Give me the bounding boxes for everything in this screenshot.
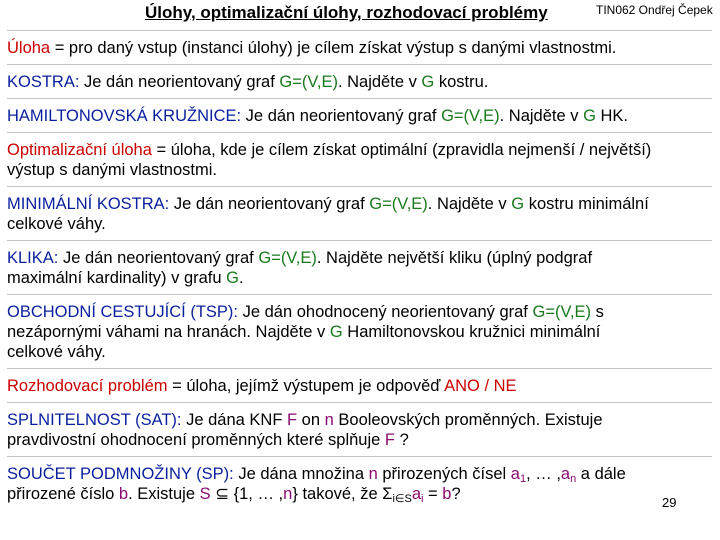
text-segment: Je dán neorientovaný graf [241, 107, 442, 125]
text-line [7, 38, 712, 58]
text-segment: G=(V,E) [258, 249, 317, 267]
text-segment: Úloha [7, 39, 51, 57]
text-line [7, 430, 712, 450]
text-segment: kostru. [434, 73, 489, 91]
text-line [7, 72, 712, 92]
text-segment: G=(V,E) [441, 107, 500, 125]
page-number: 29 [662, 495, 677, 510]
text-segment: Hamiltonovskou kružnici minimální [342, 323, 601, 341]
text-line [7, 160, 712, 180]
text-segment: S [199, 485, 211, 503]
text-segment: Je dána KNF [181, 411, 287, 429]
text-line [7, 214, 712, 234]
subscript: i∈S [392, 493, 412, 505]
text-segment: n [283, 485, 293, 503]
subscript: i [421, 493, 424, 505]
text-segment: . Najděte v [499, 107, 584, 125]
text-segment: G=(V,E) [532, 303, 592, 321]
text-segment: maximální kardinality) v grafu [7, 269, 227, 287]
text-segment: a [411, 485, 421, 503]
text-segment: SPLNITELNOST (SAT): [7, 411, 182, 429]
text-segment: a [560, 465, 571, 483]
text-segment: . Najděte v [337, 73, 422, 91]
block-kostra [7, 64, 712, 98]
text-segment: ⊆ {1, … , [210, 485, 284, 503]
text-segment: KOSTRA: [7, 73, 80, 91]
block-rozhodovaci-problem-definition [7, 368, 712, 402]
block-splnitelnost [7, 402, 712, 456]
text-segment: pravdivostní ohodnocení proměnných které splňuje [7, 431, 385, 449]
text-segment: celkové váhy. [7, 215, 106, 233]
text-segment: celkové váhy. [7, 343, 106, 361]
text-segment: Optimalizační úloha [7, 141, 152, 159]
text-segment: Booleovských proměnných. Existuje [333, 411, 603, 429]
text-line [7, 376, 712, 396]
text-segment: MINIMÁLNÍ KOSTRA: [7, 195, 170, 213]
text-segment: . Najděte největší kliku (úplný podgraf [316, 249, 593, 267]
text-segment: on [297, 411, 325, 429]
text-segment: HAMILTONOVSKÁ KRUŽNICE: [7, 107, 242, 125]
text-segment: = [423, 485, 443, 503]
text-segment: a dále [576, 465, 626, 483]
text-line [7, 464, 712, 484]
text-segment: ANO / NE [444, 377, 517, 395]
text-line [7, 410, 712, 430]
subscript: n [570, 473, 577, 485]
text-segment: G [421, 73, 435, 91]
course-author-label: TIN062 Ondřej Čepek [596, 3, 713, 17]
text-line [7, 322, 712, 342]
text-segment: ? [451, 485, 461, 503]
text-segment: F [384, 431, 395, 449]
text-segment: = úloha, jejímž výstupem je odpověď [167, 377, 445, 395]
text-segment: OBCHODNÍ CESTUJÍCÍ (TSP): [7, 303, 239, 321]
text-segment: = pro daný vstup (instanci úlohy) je cílem získat výstup s danými vlastnostmi. [50, 39, 617, 57]
text-line [7, 484, 712, 504]
block-soucet-podmnoziny [7, 456, 712, 510]
text-segment: Je dán neorientovaný graf [79, 73, 280, 91]
text-segment: . Existuje [128, 485, 200, 503]
text-segment: b [118, 485, 129, 503]
block-hamiltonovska-kruznice [7, 98, 712, 132]
text-segment: a [510, 465, 520, 483]
text-segment: Σ [382, 485, 393, 503]
text-line [7, 268, 712, 288]
block-optimalizacni-uloha-definition [7, 132, 712, 186]
text-segment: G [583, 107, 596, 125]
subscript: 1 [519, 473, 527, 485]
text-segment: G [329, 323, 343, 341]
text-line [7, 194, 712, 214]
text-segment: G=(V,E) [369, 195, 428, 213]
text-segment: KLIKA: [7, 249, 59, 267]
text-segment: SOUČET PODMNOŽINY (SP): [7, 465, 234, 483]
text-line [7, 342, 712, 362]
text-segment: G=(V,E) [279, 73, 338, 91]
text-segment: přirozené číslo [7, 485, 119, 503]
text-line [7, 140, 712, 160]
text-segment: nezápornými váhami na hranách. Najděte v [7, 323, 330, 341]
text-segment: Je dán neorientovaný graf [169, 195, 370, 213]
text-segment: s [591, 303, 604, 321]
text-segment: . Najděte v [427, 195, 512, 213]
text-segment: Rozhodovací problém [7, 377, 168, 395]
text-segment: kostru minimální [524, 195, 649, 213]
text-segment: F [287, 411, 298, 429]
text-line [7, 248, 712, 268]
text-segment: G [226, 269, 240, 287]
text-segment: Je dána množina [233, 465, 369, 483]
text-segment: } takové, že [292, 485, 383, 503]
text-segment: n [368, 465, 378, 483]
block-klika [7, 240, 712, 294]
text-line [7, 106, 712, 126]
text-segment: = úloha, kde je cílem získat optimální (zpravidla nejmenší / největší) [151, 141, 652, 159]
block-obchodni-cestujici [7, 294, 712, 368]
block-minimalni-kostra [7, 186, 712, 240]
text-segment: . [239, 269, 244, 287]
text-segment: Je dán ohodnocený neorientovaný graf [238, 303, 533, 321]
text-segment: ? [395, 431, 409, 449]
text-segment: HK. [595, 107, 629, 125]
text-segment: výstup s danými vlastnostmi. [7, 161, 217, 179]
page-title: Úlohy, optimalizační úlohy, rozhodovací problémy [145, 3, 548, 22]
text-line [7, 302, 712, 322]
text-segment: Je dán neorientovaný graf [58, 249, 259, 267]
block-uloha-definition [7, 30, 712, 64]
text-segment: n [324, 411, 334, 429]
slide-content [7, 30, 712, 510]
text-segment: b [442, 485, 452, 503]
text-segment: přirozených čísel [377, 465, 511, 483]
text-segment: G [511, 195, 525, 213]
text-segment: , … , [526, 465, 561, 483]
